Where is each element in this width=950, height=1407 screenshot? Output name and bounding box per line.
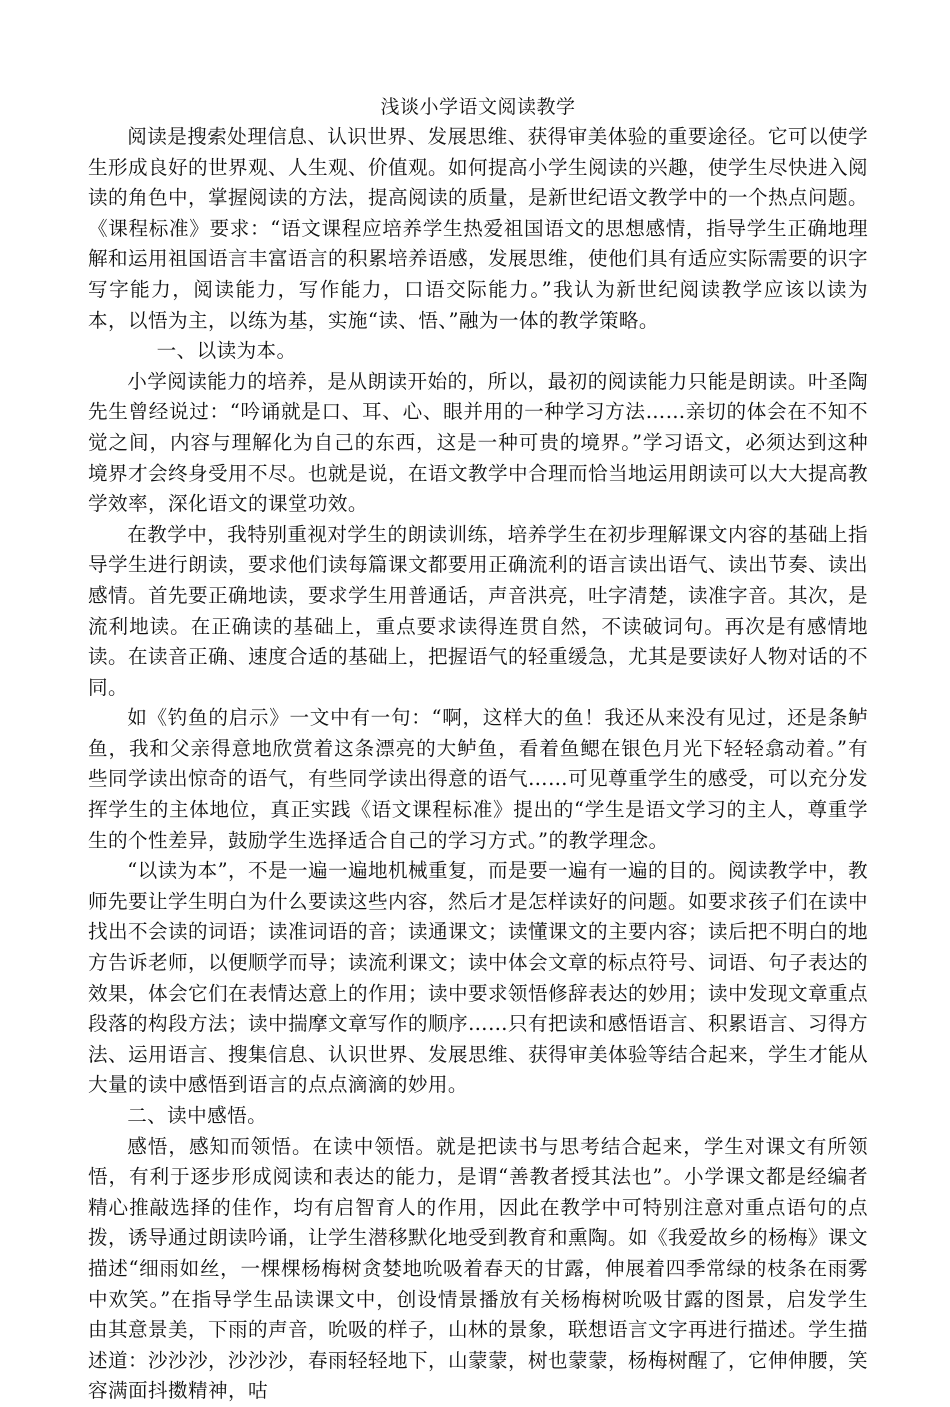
paragraph-reading-training: 在教学中，我特别重视对学生的朗读训练，培养学生在初步理解课文内容的基础上指导学生进行朗读，要求他们读每篇课文都要用正确流利的语言读出语气、读出节奏、读出感情。首先要正确地读，要求学生用普通话，声音洪亮，吐字清楚，读准字音。其次，是流利地读。在正确读的基础上，重点要求读得连贯自然，不读破词句。再次是有感情地读。在读音正确、速度合适的基础上，把握语气的轻重缓急，尤其是要读好人物对话的不同。: [88, 522, 868, 699]
paragraph-reading-purpose: “以读为本”，不是一遍一遍地机械重复，而是要一遍有一遍的目的。阅读教学中，教师先要让学生明白为什么要读这些内容，然后才是怎样读好的问题。如要求孩子们在读中找出不会读的词语；读准词语的音；读通课文；读懂课文的主要内容；读后把不明白的地方告诉老师，以便顺学而导；读流利课文；读中体会文章的标点符号、词语、句子表达的效果，体会它们在表情达意上的作用；读中要求领悟修辞表达的妙用；读中发现文章重点段落的构段方法；读中揣摩文章写作的顺序……只有把读和感悟语言、积累语言、习得方法、运用语言、搜集信息、认识世界、发展思维、获得审美体验等结合起来，学生才能从大量的读中感悟到语言的点点滴滴的妙用。: [88, 859, 868, 1097]
paragraph-reading-foundation: 小学阅读能力的培养，是从朗读开始的，所以，最初的阅读能力只能是朗读。叶圣陶先生曾经说过：“吟诵就是口、耳、心、眼并用的一种学习方法……亲切的体会在不知不觉之间，内容与理解化为自己的东西，这是一种可贵的境界。”学习语文，必须达到这种境界才会终身受用不尽。也就是说，在语文教学中合理而恰当地运用朗读可以大大提高教学效率，深化语文的课堂功效。: [88, 369, 868, 516]
section-heading-2: 二、读中感悟。: [127, 1104, 268, 1127]
document-page: [88, 92, 868, 1407]
section-heading-1: 一、以读为本。: [156, 339, 297, 363]
paragraph-fishing-example: 如《钓鱼的启示》一文中有一句：“啊，这样大的鱼！我还从来没有见过，还是条鲈鱼，我和父亲得意地欣赏着这条漂亮的大鲈鱼，看着鱼鳃在银色月光下轻轻翕动着。”有些同学读出惊奇的语气，有些同学读出得意的语气……可见尊重学生的感受，可以充分发挥学生的主体地位，真正实践《语文课程标准》提出的“学生是语文学习的主人，尊重学生的个性差异，鼓励学生选择适合自己的学习方式。”的教学理念。: [88, 706, 868, 852]
paragraph-comprehension: 感悟，感知而领悟。在读中领悟。就是把读书与思考结合起来，学生对课文有所领悟，有利于逐步形成阅读和表达的能力，是谓“善教者授其法也”。小学课文都是经编者精心推敲选择的佳作，均有启智育人的作用，因此在教学中可特别注意对重点语句的点拨，诱导通过朗读吟诵，让学生潜移默化地受到教育和熏陶。如《我爱故乡的杨梅》课文描述“细雨如丝，一棵棵杨梅树贪婪地吮吸着春天的甘露，伸展着四季常绿的枝条在雨雾中欢笑。”在指导学生品读课文中，创设情景播放有关杨梅树吮吸甘露的图景，启发学生由其意景美，下雨的声音，吮吸的样子，山林的景象，联想语言文字再进行描述。学生描述道：沙沙沙，沙沙沙，春雨轻轻地下，山蒙蒙，树也蒙蒙，杨梅树醒了，它伸伸腰，笑容满面抖擞精神，咕: [88, 1134, 868, 1403]
paragraph-intro: 阅读是搜索处理信息、认识世界、发展思维、获得审美体验的重要途径。它可以使学生形成良好的世界观、人生观、价值观。如何提高小学生阅读的兴趣，使学生尽快进入阅读的角色中，掌握阅读的方法，提高阅读的质量，是新世纪语文教学中的一个热点问题。《课程标准》要求：“语文课程应培养学生热爱祖国语文的思想感情，指导学生正确地理解和运用祖国语言丰富语言的积累培养语感，发展思维，使他们具有适应实际需要的识字写字能力，阅读能力，写作能力，口语交际能力。”我认为新世纪阅读教学应该以读为本，以悟为主，以练为基，实施“读、悟、”融为一体的教学策略。: [88, 125, 868, 332]
document-title: 浅谈小学语文阅读教学: [380, 96, 576, 118]
